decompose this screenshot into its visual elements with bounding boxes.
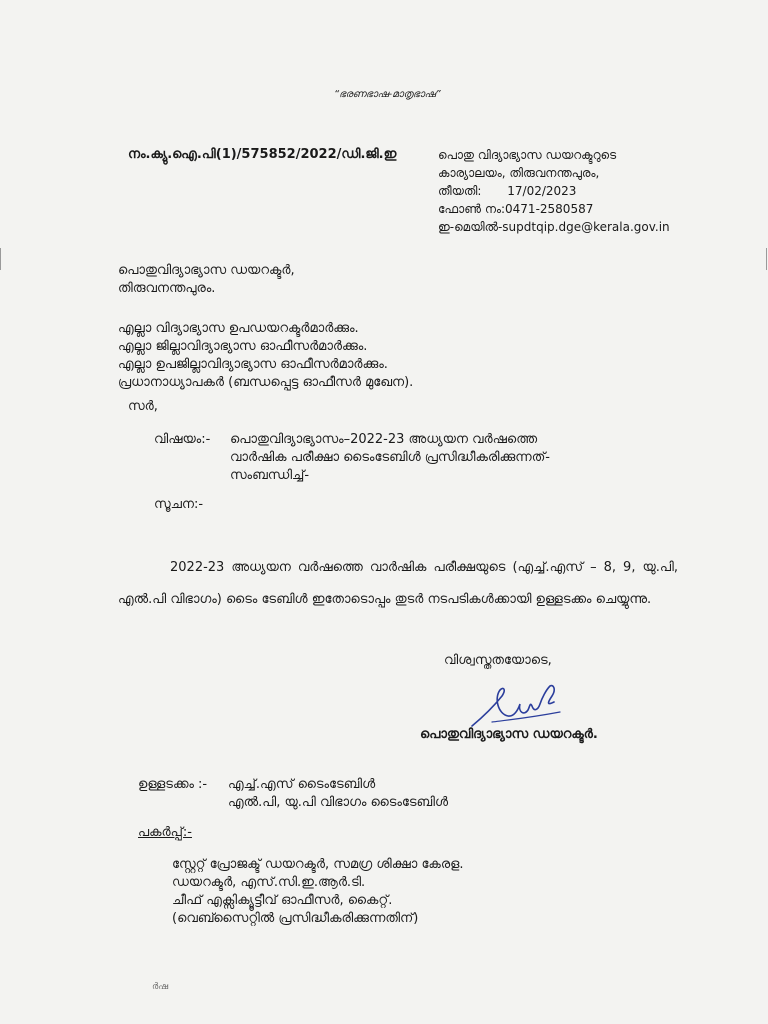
phone-line: ഫോൺ നം:0471-2580587 [438, 202, 594, 216]
date-label: തീയതി: [438, 184, 482, 198]
body-paragraph: 2022-23 അധ്യയന വർഷത്തെ വാർഷിക പരീക്ഷയുടെ (എച്ച്.എസ് – 8, 9, യു.പി, എൽ.പി വിഭാഗം) ടൈം ടേബിൾ ഇതോടൊപ്പം തുടർ നടപടികൾക്കായി ഉള്ളടക്കം ചെയ്യുന്നു. [118, 560, 678, 607]
copy-label: പകർപ്പ്:- [138, 825, 192, 840]
copy-item-2: ഡയറക്ടർ, എസ്.സി.ഇ.ആർ.ടി. [172, 875, 366, 890]
reference-label: സൂചന:- [154, 497, 204, 512]
date-value: 17/02/2023 [507, 184, 577, 198]
copy-item-3: ചീഫ് എക്സിക്യൂട്ടീവ് ഓഫീസർ, കൈറ്റ്. [172, 893, 393, 908]
copy-item-1: സ്റ്റേറ്റ് പ്രോജക്ട് ഡയറക്ടർ, സമഗ്ര ശിക്ഷാ കേരള. [172, 857, 464, 872]
signature [468, 676, 568, 732]
salutation: സർ, [128, 399, 158, 414]
enclosure-item-1: എച്ച്.എസ് ടൈംടേബിൾ [228, 777, 376, 792]
signatory: പൊതുവിദ്യാഭ്യാസ ഡയറക്ടർ. [420, 727, 598, 742]
subject-label: വിഷയം:- [154, 432, 211, 447]
copy-item-4: (വെബ്സൈറ്റിൽ പ്രസിദ്ധീകരിക്കുന്നതിന്) [172, 911, 419, 926]
footer-mark: ർഷ [152, 982, 169, 992]
recipient-2: എല്ലാ ജില്ലാവിദ്യാഭ്യാസ ഓഫീസർമാർക്കും. [118, 339, 368, 354]
motto: “ഭരണഭാഷ-മാതൃഭാഷ” [334, 89, 441, 100]
reference-number: നം.ക്യു.ഐ.പി(1)/575852/2022/ഡി.ജി.ഇ [128, 147, 397, 162]
enclosure-label: ഉള്ളടക്കം :- [138, 777, 208, 792]
recipient-4: പ്രധാനാധ്യാപകർ (ബന്ധപ്പെട്ട ഓഫീസർ മുഖേന). [118, 375, 414, 390]
recipient-3: എല്ലാ ഉപജില്ലാവിദ്യാഭ്യാസ ഓഫീസർമാർക്കും. [118, 357, 388, 372]
subject-line-3: സംബന്ധിച്ച്- [230, 468, 310, 483]
enclosure-item-2: എൽ.പി, യു.പി വിഭാഗം ടൈംടേബിൾ [228, 795, 449, 810]
sender-title: പൊതുവിദ്യാഭ്യാസ ഡയറക്ടർ, [118, 263, 295, 278]
office-name: പൊതു വിദ്യാഭ്യാസ ഡയറക്ടറുടെ [438, 148, 617, 162]
recipient-1: എല്ലാ വിദ്യാഭ്യാസ ഉപഡയറക്ടർമാർക്കും. [118, 321, 359, 336]
subject-line-2: വാർഷിക പരീക്ഷാ ടൈംടേബിൾ പ്രസിദ്ധീകരിക്കുന്നത്- [230, 450, 550, 465]
closing: വിശ്വസ്തതയോടെ, [444, 653, 552, 668]
date-line [438, 182, 576, 200]
page-edge-mark-left [0, 248, 1, 270]
email-line: ഇ-മെയിൽ-supdtqip.dge@kerala.gov.in [438, 220, 670, 234]
page-edge-mark-right [766, 248, 767, 270]
office-location: കാര്യാലയം, തിരുവനന്തപുരം, [438, 166, 600, 180]
subject-line-1: പൊതുവിദ്യാഭ്യാസം–2022-23 അധ്യയന വർഷത്തെ [230, 432, 538, 447]
sender-place: തിരുവനന്തപുരം. [118, 281, 216, 296]
